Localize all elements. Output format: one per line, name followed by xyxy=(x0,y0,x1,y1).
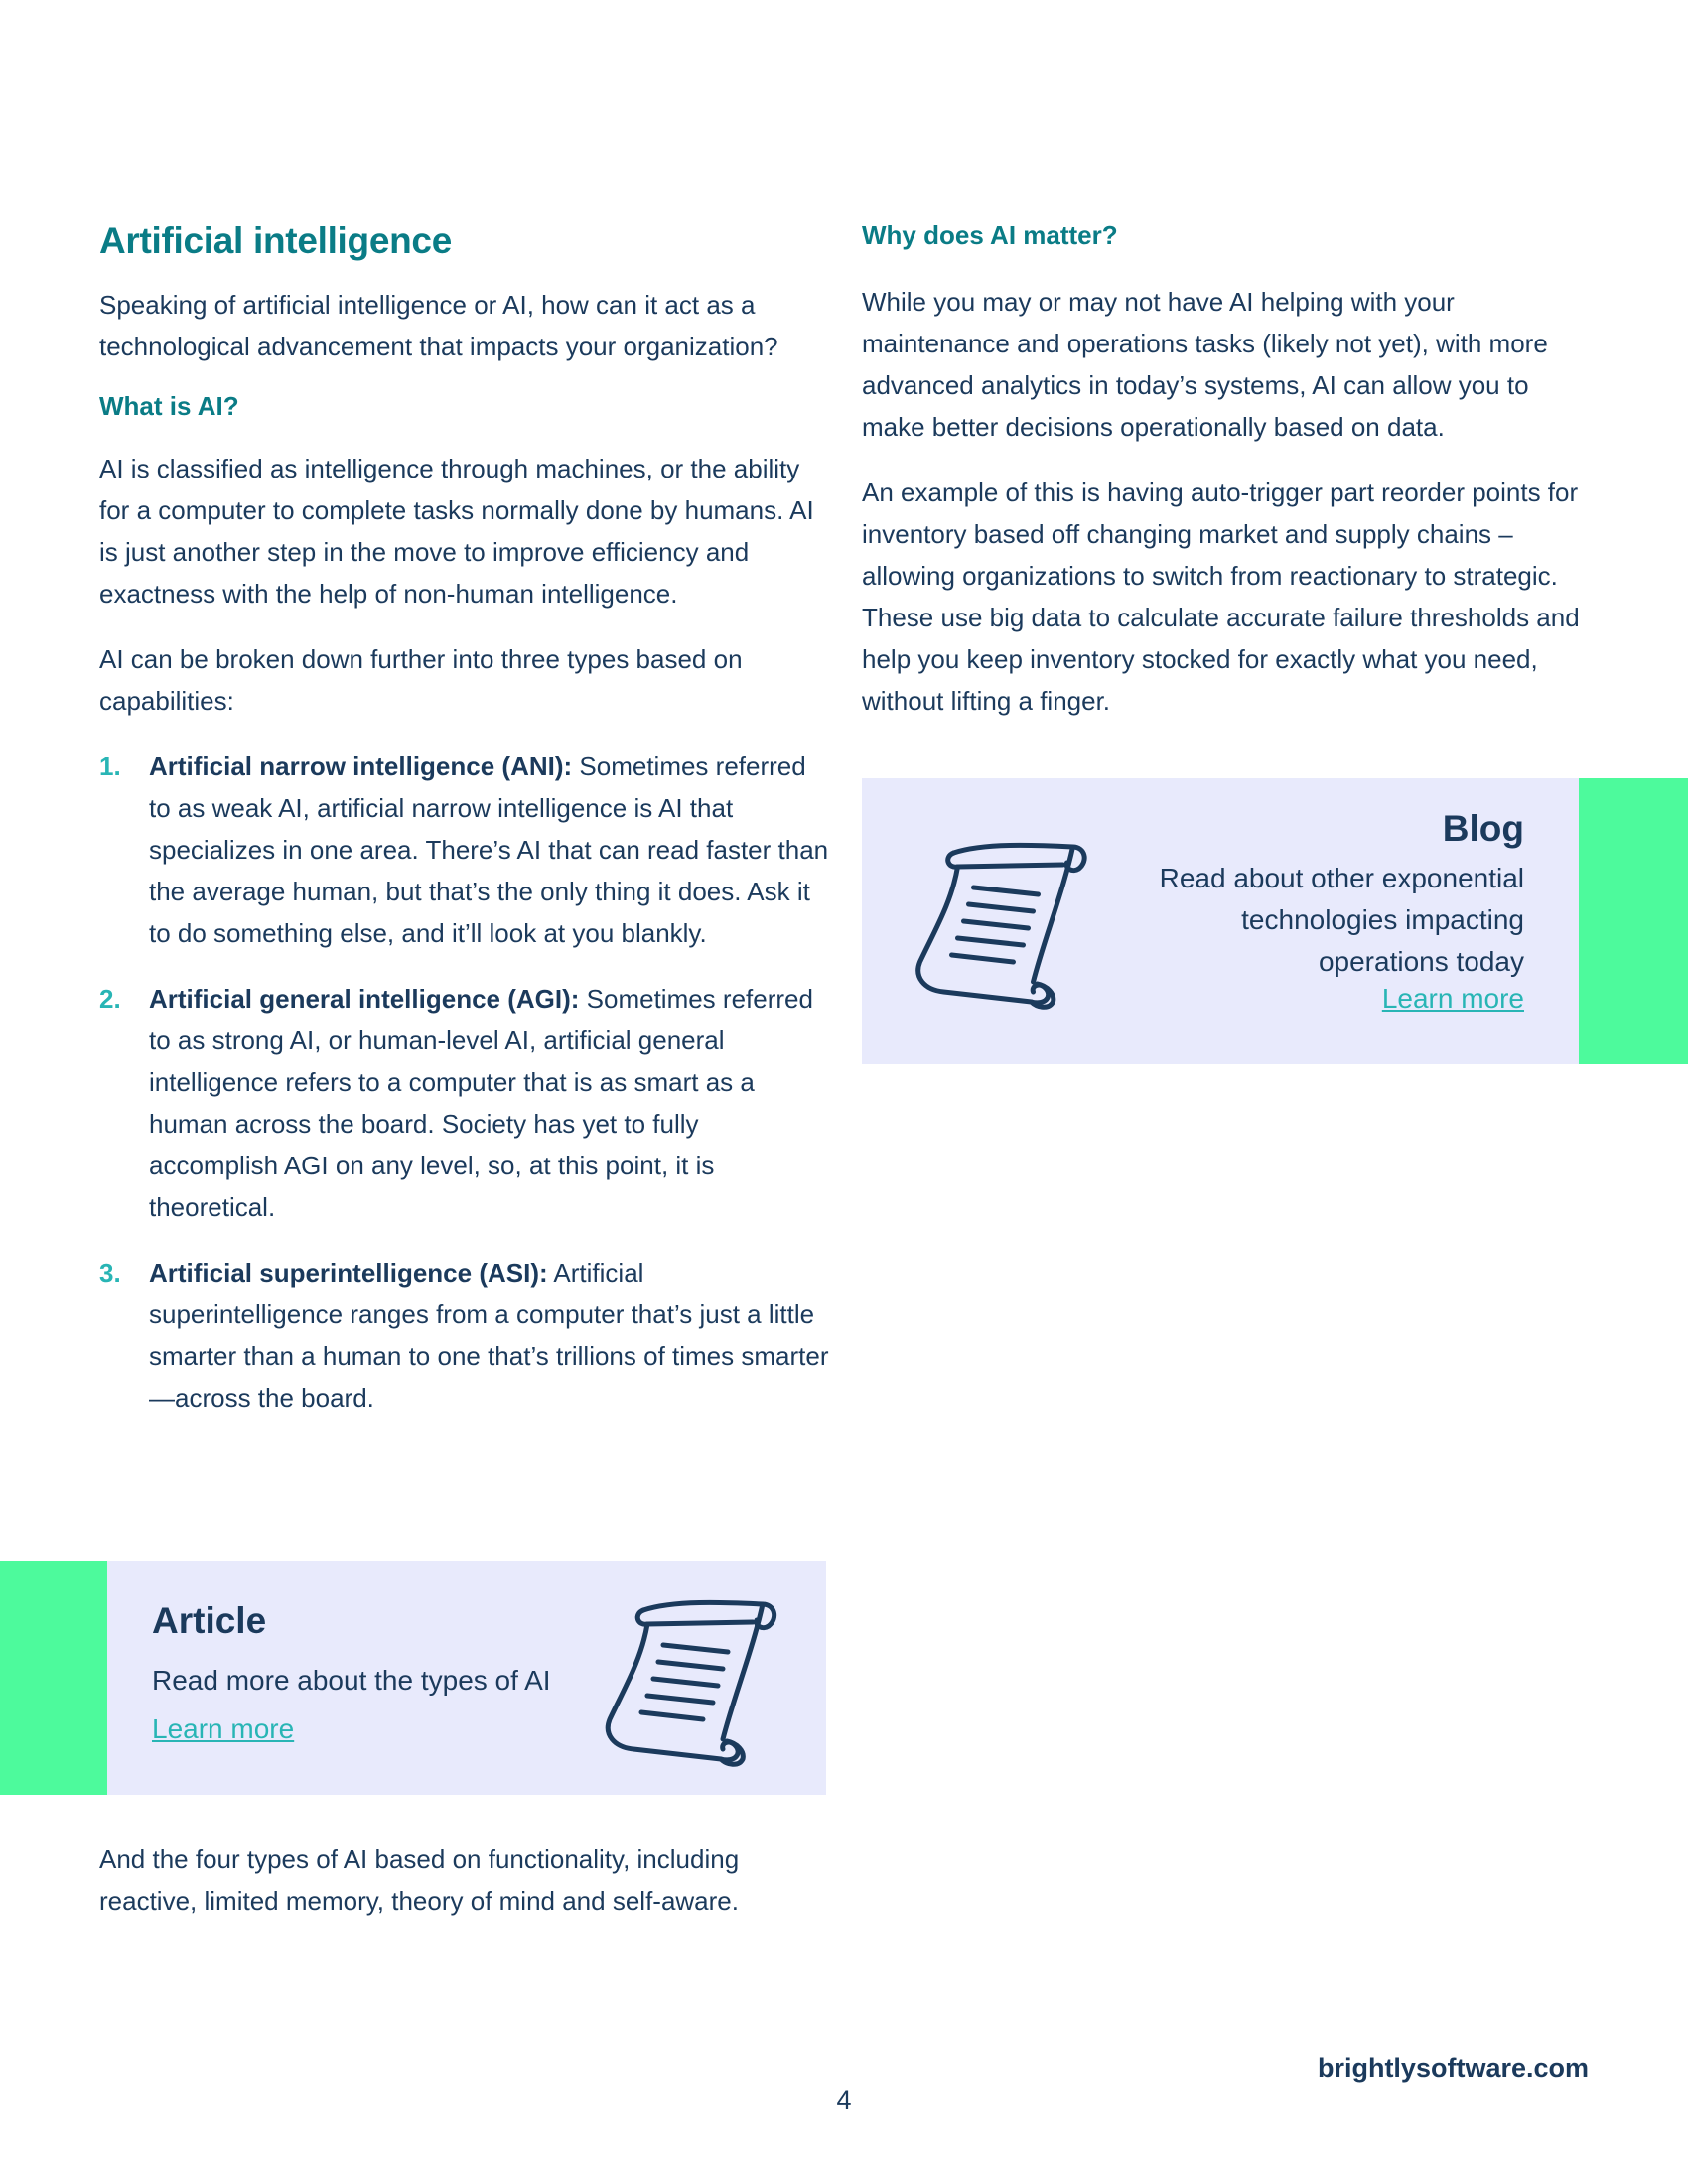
right-column xyxy=(862,220,1597,746)
list-number: 1. xyxy=(99,751,121,781)
blog-accent-bar xyxy=(1579,778,1688,1064)
list-item xyxy=(99,978,829,1228)
why-ai-matters-paragraph: While you may or may not have AI helping with your maintenance and operations tasks (likely not yet), with more advanced analytics in today’s systems, AI can allow you to make better decisions operationally based on data. xyxy=(862,287,1548,442)
article-card-title: Article xyxy=(152,1600,267,1641)
footer-website[interactable]: brightlysoftware.com xyxy=(1317,2053,1589,2083)
intro-paragraph: Speaking of artificial intelligence or AI, how can it act as a technological advancement that impacts your organization? xyxy=(99,290,778,361)
example-paragraph: An example of this is having auto-trigger part reorder points for inventory based off changing market and supply chains – allowing organizations to switch from reactionary to strategic. These use big data to calculate accurate failure thresholds and help you keep inventory stocked for exactly what you need, without lifting a finger. xyxy=(862,478,1580,716)
list-term: Artificial narrow intelligence (ANI): xyxy=(149,751,573,781)
blog-learn-more-link[interactable]: Learn more xyxy=(1381,983,1524,1014)
list-description: Sometimes referred to as weak AI, artificial narrow intelligence is AI that specializes in one area. There’s AI that can read faster than the average human, but that’s the only thing it does. Ask it to do something else, and it’ll look at you blankly. xyxy=(149,751,829,948)
types-intro-paragraph: AI can be broken down further into three types based on capabilities: xyxy=(99,644,743,716)
list-item xyxy=(99,1252,829,1419)
page-number: 4 xyxy=(836,2085,852,2115)
list-number: 3. xyxy=(99,1258,121,1288)
article-card-text: Read more about the types of AI xyxy=(152,1665,551,1696)
functionality-paragraph: And the four types of AI based on functionality, including reactive, limited memory, theory of mind and self-aware. xyxy=(99,1844,740,1916)
list-term: Artificial general intelligence (AGI): xyxy=(149,984,580,1014)
list-description: Artificial superintelligence ranges from a computer that’s just a little smarter than a human to one that’s trillions of times smarter—across the board. xyxy=(149,1258,829,1413)
scroll-icon xyxy=(604,1590,782,1774)
left-column xyxy=(99,220,829,1442)
article-accent-bar xyxy=(0,1561,107,1795)
list-number: 2. xyxy=(99,984,121,1014)
blog-card-text-line: operations today xyxy=(1318,946,1524,977)
article-learn-more-link[interactable]: Learn more xyxy=(152,1713,295,1744)
article-card xyxy=(107,1561,826,1795)
blog-card-text-line: Read about other exponential xyxy=(1159,863,1524,893)
what-is-ai-paragraph: AI is classified as intelligence through machines, or the ability for a computer to complete tasks normally done by humans. AI is just another step in the move to improve efficiency and exactness with the help of non-human intelligence. xyxy=(99,454,814,609)
blog-card-text-line: technologies impacting xyxy=(1241,904,1524,935)
section-title: Artificial intelligence xyxy=(99,220,452,261)
list-term: Artificial superintelligence (ASI): xyxy=(149,1258,548,1288)
ai-types-list xyxy=(99,746,829,1419)
list-description: Sometimes referred to as strong AI, or human-level AI, artificial general intelligence refers to a computer that is as smart as a human across the board. Society has yet to fully accomplish AGI on any level, so, at this point, it is theoretical. xyxy=(149,984,813,1222)
scroll-icon xyxy=(912,833,1095,1017)
what-is-ai-heading: What is AI? xyxy=(99,391,239,421)
list-item xyxy=(99,746,829,954)
blog-card-title: Blog xyxy=(1442,808,1524,849)
blog-card xyxy=(862,778,1579,1064)
why-ai-matters-heading: Why does AI matter? xyxy=(862,220,1118,250)
